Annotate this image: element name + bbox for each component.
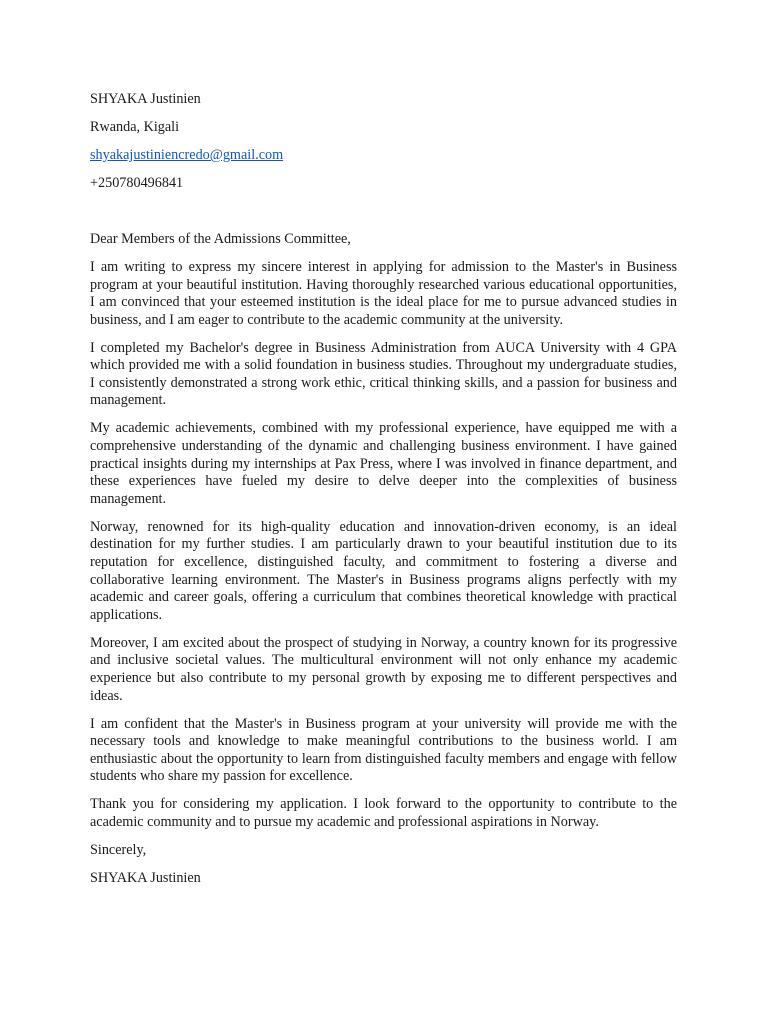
closing: Sincerely,	[90, 841, 147, 858]
sender-phone: +250780496841	[90, 174, 184, 191]
body-paragraph-4: Norway, renowned for its high-quality education and innovation-driven economy, is an ideal destination for my further studies. I am particularly drawn to your beautiful institution due to its reputation for excellence, distinguished faculty, and commitment to fostering a diverse and collaborative learning environment. The Master's in Business programs aligns perfectly with my academic and career goals, offering a curriculum that combines theoretical knowledge with practical applications.	[90, 518, 677, 623]
salutation: Dear Members of the Admissions Committee,	[90, 230, 351, 247]
body-paragraph-1: I am writing to express my sincere interest in applying for admission to the Master's in Business program at your beautiful institution. Having thoroughly researched various educational opportunities, I am convinced that your esteemed institution is the ideal place for me to pursue advanced studies in business, and I am eager to contribute to the academic community at the university.	[90, 258, 677, 328]
body-paragraph-6: I am confident that the Master's in Business program at your university will provide me with the necessary tools and knowledge to make meaningful contributions to the business world. I am enthusiastic about the opportunity to learn from distinguished faculty members and engage with fellow students who share my passion for excellence.	[90, 715, 677, 785]
body-paragraph-7: Thank you for considering my application. I look forward to the opportunity to contribute to the academic community and to pursue my academic and professional aspirations in Norway.	[90, 796, 677, 830]
body-paragraph-3: My academic achievements, combined with my professional experience, have equipped me with a comprehensive understanding of the dynamic and challenging business environment. I have gained practical insights during my internships at Pax Press, where I was involved in finance department, and these experiences have fueled my desire to delve deeper into the complexities of business management.	[90, 420, 677, 507]
letter-page	[90, 91, 677, 898]
sender-location: Rwanda, Kigali	[90, 118, 180, 135]
body-paragraph-5: Moreover, I am excited about the prospect of studying in Norway, a country known for its progressive and inclusive societal values. The multicultural environment will not only enhance my academic experience but also contribute to my personal growth by exposing me to different perspectives and ideas.	[90, 634, 677, 704]
sender-email-row	[90, 147, 677, 165]
signature: SHYAKA Justinien	[90, 869, 201, 886]
sender-name: SHYAKA Justinien	[90, 91, 201, 107]
header-spacer	[90, 203, 677, 231]
sender-email-link[interactable]: shyakajustiniencredo@gmail.com	[90, 146, 284, 163]
body-paragraph-2: I completed my Bachelor's degree in Business Administration from AUCA University with 4 GPA which provided me with a solid foundation in business studies. Throughout my undergraduate studies, I consistently demonstrated a strong work ethic, critical thinking skills, and a passion for business and management.	[90, 339, 677, 409]
